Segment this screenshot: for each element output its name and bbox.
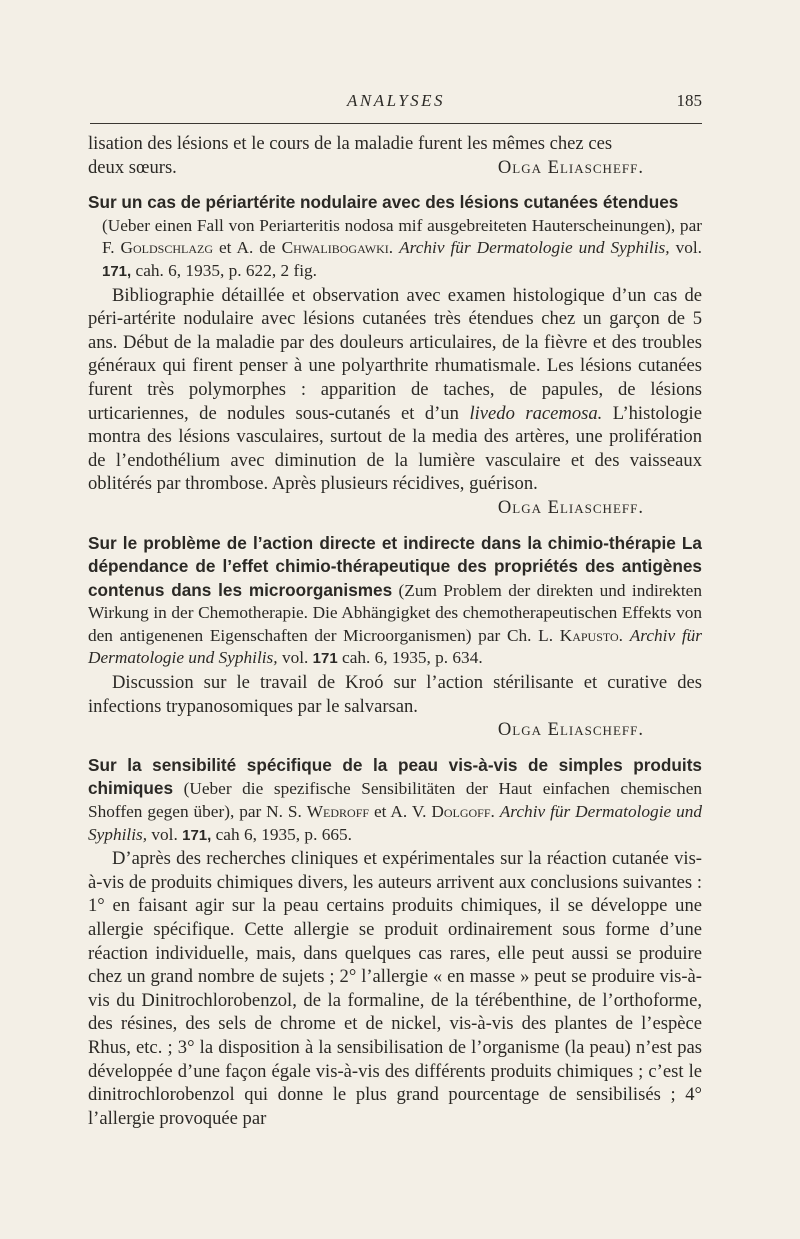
page-header — [90, 88, 702, 118]
continuation-text: lisation des lésions et le cours de la maladie furent les mêmes chez ces — [88, 133, 613, 154]
article-heading — [88, 191, 702, 283]
article-title: Sur la sensibilité spécifique de la peau vis-à-vis de simples produits chimiques — [88, 754, 702, 799]
author-name: Goldschlazg — [120, 238, 214, 258]
journal-name: Archiv für Dermatologie und Syphilis, — [88, 625, 702, 668]
author-name: Chwalibogawki. — [281, 238, 394, 258]
signature: Olga Eliascheff. — [497, 156, 644, 178]
journal-name: Archiv für Dermatologie und Syphilis, — [88, 802, 703, 844]
signature: Olga Eliascheff. — [497, 496, 644, 518]
continuation-last-line: deux sœurs. Olga Eliascheff. — [88, 156, 644, 178]
article-reference: (Ueber einen Fall von Periarteritis nodosa mif ausgebreiteten Hauterscheinungen), par F. Goldschlazg et A. de Chwalibogawki. Archiv für Dermatologie und Syphilis, vol. 171, cah. 6, 1935, p. 622, 2 fig. — [102, 215, 702, 280]
article-heading — [88, 532, 702, 672]
signature: Olga Eliascheff. — [497, 719, 644, 741]
article-reference: (Ueber die spezifische Sensibilitäten der Haut einfachen chemischen Shoffen gegen über), par N. S. Wedroff et A. V. Dolgoff. Archiv für Dermatologie und Syphilis, vol. 171, cah 6, 1935, p. 665. — [88, 779, 703, 844]
article-title: Sur un cas de périartérite nodulaire avec des lésions cutanées étendues — [88, 192, 679, 213]
running-head: ANALYSES — [346, 91, 446, 110]
volume-number: 171 — [312, 650, 338, 668]
volume-number: 171, — [182, 826, 212, 844]
article-heading — [88, 754, 702, 847]
article-body: Discussion sur le travail de Kroó sur l’action stérilisante et curative des infections trypanosomiques par le salvarsan. — [88, 672, 702, 717]
article-title: Sur le problème de l’action directe et indirecte dans la chimio-thérapie La dépendance de l’effet chimio-thérapeutique des propriétés des antigènes contenus dans les microorganismes — [88, 532, 702, 600]
journal-name: Archiv für Dermatologie und Syphilis, — [399, 238, 670, 258]
author-name: Kapusto. — [559, 625, 623, 645]
author-name: Dolgoff. — [431, 802, 495, 822]
page-number: 185 — [676, 91, 702, 110]
author-name: Wedroff — [306, 802, 370, 822]
article-body: D’après des recherches cliniques et expérimentales sur la réaction cutanée vis-à-vis de produits chimiques divers, les auteurs arrivent aux conclusions suivantes : 1° en faisant agir sur la peau certains produits chimiques, il se développe une allergie spécifique. Cette allergie se produit ordinairement sous forme d’une réaction individuelle, mais, dans quelques cas rares, elle peut aussi se produire chez un grand nombre de sujets ; 2° l’allergie « en masse » peut se produire vis-à-vis du Dinitrochlorobenzol, de la formaline, de la térébenthine, de l’orthoforme, des résines, des sels de chrome et de nickel, vis-à-vis des plantes de l’espèce Rhus, etc. ; 3° la disposition à la sensibilisation de l’organisme (la peau) n’est pas développée d’une façon égale vis-à-vis des différents produits chimiques ; c’est le dinitrochlorobenzol qui donne le plus grand pourcentage de sensibilisés ; 4° l’allergie provoquée par — [88, 848, 702, 1129]
volume-number: 171, — [102, 262, 132, 280]
article-body: Bibliographie détaillée et observation avec examen histologique d’un cas de péri-artérite nodulaire avec lésions cutanées très étendues chez un garçon de 5 ans. Début de la maladie par des douleurs articulaires, de la fièvre et des troubles généraux qui firent penser à une polyarthrite rhumatismale. Les lésions cutanées furent très polymorphes : apparition de taches, de papules, de lésions urticariennes, de nodules sous-cutanés et d’un livedo racemosa. L’histologie montra des lésions vasculaires, surtout de la media des artères, une prolifération de l’endothélium avec diminution de la lumière vasculaire et des vaisseaux oblitérés par thrombose. Après plusieurs récidives, guérison. — [88, 284, 702, 495]
header-rule — [90, 123, 702, 124]
article-reference: (Zum Problem der direkten und indirekten Wirkung in der Chemotherapie. Die Abhängigket des chemotherapeutischen Effekts von den antigenenen Eigenschaften der Microorganismen) par Ch. L. Kapusto. Archiv für Dermatologie und Syphilis, vol. 171 cah. 6, 1935, p. 634. — [88, 580, 702, 668]
page-body — [88, 132, 702, 1130]
